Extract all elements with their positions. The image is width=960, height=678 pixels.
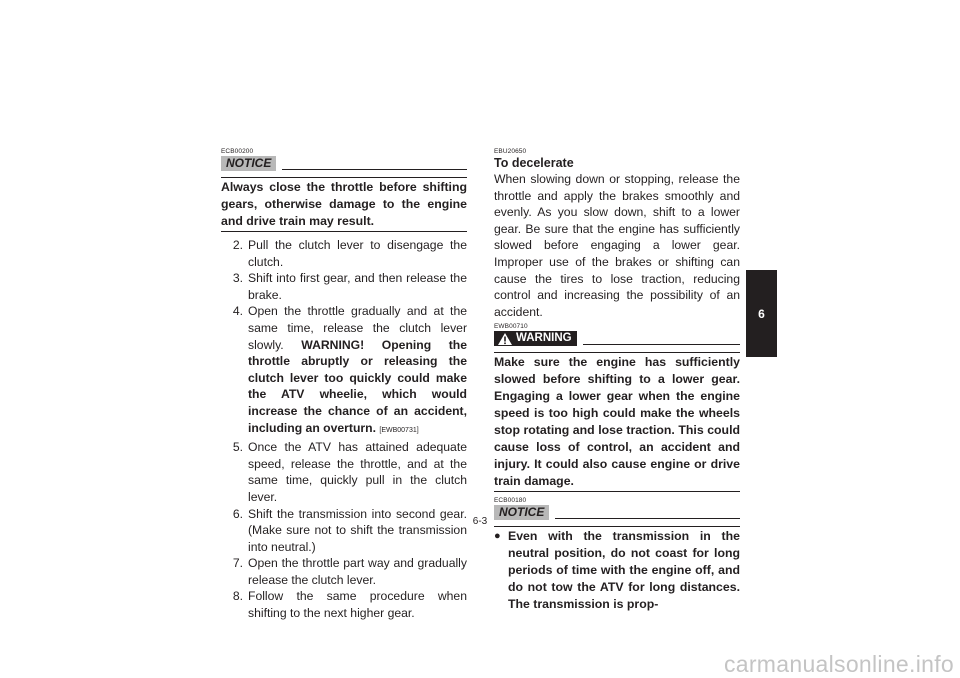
warning-code: [EWB00731] <box>379 426 419 434</box>
list-item: ● Even with the transmission in the neutral position, do not coast for long periods of time with the engine off, and do not tow the ATV for long distances. The transmission is prop- <box>494 529 740 612</box>
notice-code: ECB00200 <box>221 148 254 155</box>
list-item: 3. Shift into first gear, and then release the brake. <box>232 271 467 302</box>
notice-text: Always close the throttle before shifting gears, otherwise damage to the engine and drive train may result. <box>221 177 467 232</box>
list-item: 7. Open the throttle part way and gradually release the clutch lever. <box>232 556 467 587</box>
list-item: 6. Shift the transmission into second gear. (Make sure not to shift the transmission into neutral.) <box>232 506 467 554</box>
warning-text: Make sure the engine has sufficiently slowed before shifting to a lower gear. Engaging a lower gear when the engine speed is too high could make the wheels stop rotating and lose traction. This could cause loss of control, an accident and injury. It could also cause engine or drive train damage. <box>494 352 740 492</box>
section-title: To decelerate <box>494 156 574 170</box>
steps-list <box>221 237 467 622</box>
warning-code: EWB00710 <box>494 323 528 331</box>
section-body: When slowing down or stopping, release the throttle and apply the brakes smoothly and evenly. As you slow down, shift to a lower gear. Be sure that the engine has sufficiently slowed before engaging a lower gear. Improper use of the brakes or shifting can cause the tires to lose traction, reducing control and increasing the possibility of an accident. <box>494 172 740 319</box>
warning-icon <box>497 332 513 346</box>
list-item: 5. Once the ATV has attained adequate speed, release the throttle, and at the same time, quickly pull in the clutch lever. <box>232 440 467 504</box>
warning-rule <box>583 344 740 345</box>
bullet-icon: ● <box>494 530 501 543</box>
page-number: 6-3 <box>472 516 488 527</box>
list-item: 4. Open the throttle gradually and at the same time, release the clutch lever slowly. WARNING! Opening the throttle abruptly or releasing the clutch lever too quickly could make the ATV wheelie, which would increase the chance of an accident, including an overturn. [EWB00731] <box>232 304 468 435</box>
notice-label: NOTICE <box>221 156 276 171</box>
warning-label <box>494 331 577 346</box>
right-column <box>494 148 740 614</box>
chapter-tab: 6 <box>746 270 777 357</box>
warning-header <box>494 331 740 346</box>
notice-body <box>494 526 740 614</box>
notice-header <box>221 156 467 171</box>
section-code: EBU20650 <box>494 148 527 155</box>
notice-rule <box>282 169 467 170</box>
notice-code: ECB00180 <box>494 497 527 505</box>
watermark: carmanualsonline.info <box>723 651 954 677</box>
list-item: 8. Follow the same procedure when shifting to the next higher gear. <box>232 589 467 621</box>
list-item: 2. Pull the clutch lever to disengage the clutch. <box>232 238 467 269</box>
warning-label-text: WARNING <box>516 332 572 345</box>
notice-label: NOTICE <box>494 505 549 520</box>
left-column <box>221 148 467 622</box>
inline-warning: WARNING! Opening the throttle abruptly or releasing the clutch lever too quickly could make the ATV wheelie, which would increase the chance of an accident, including an overturn. <box>248 337 468 435</box>
